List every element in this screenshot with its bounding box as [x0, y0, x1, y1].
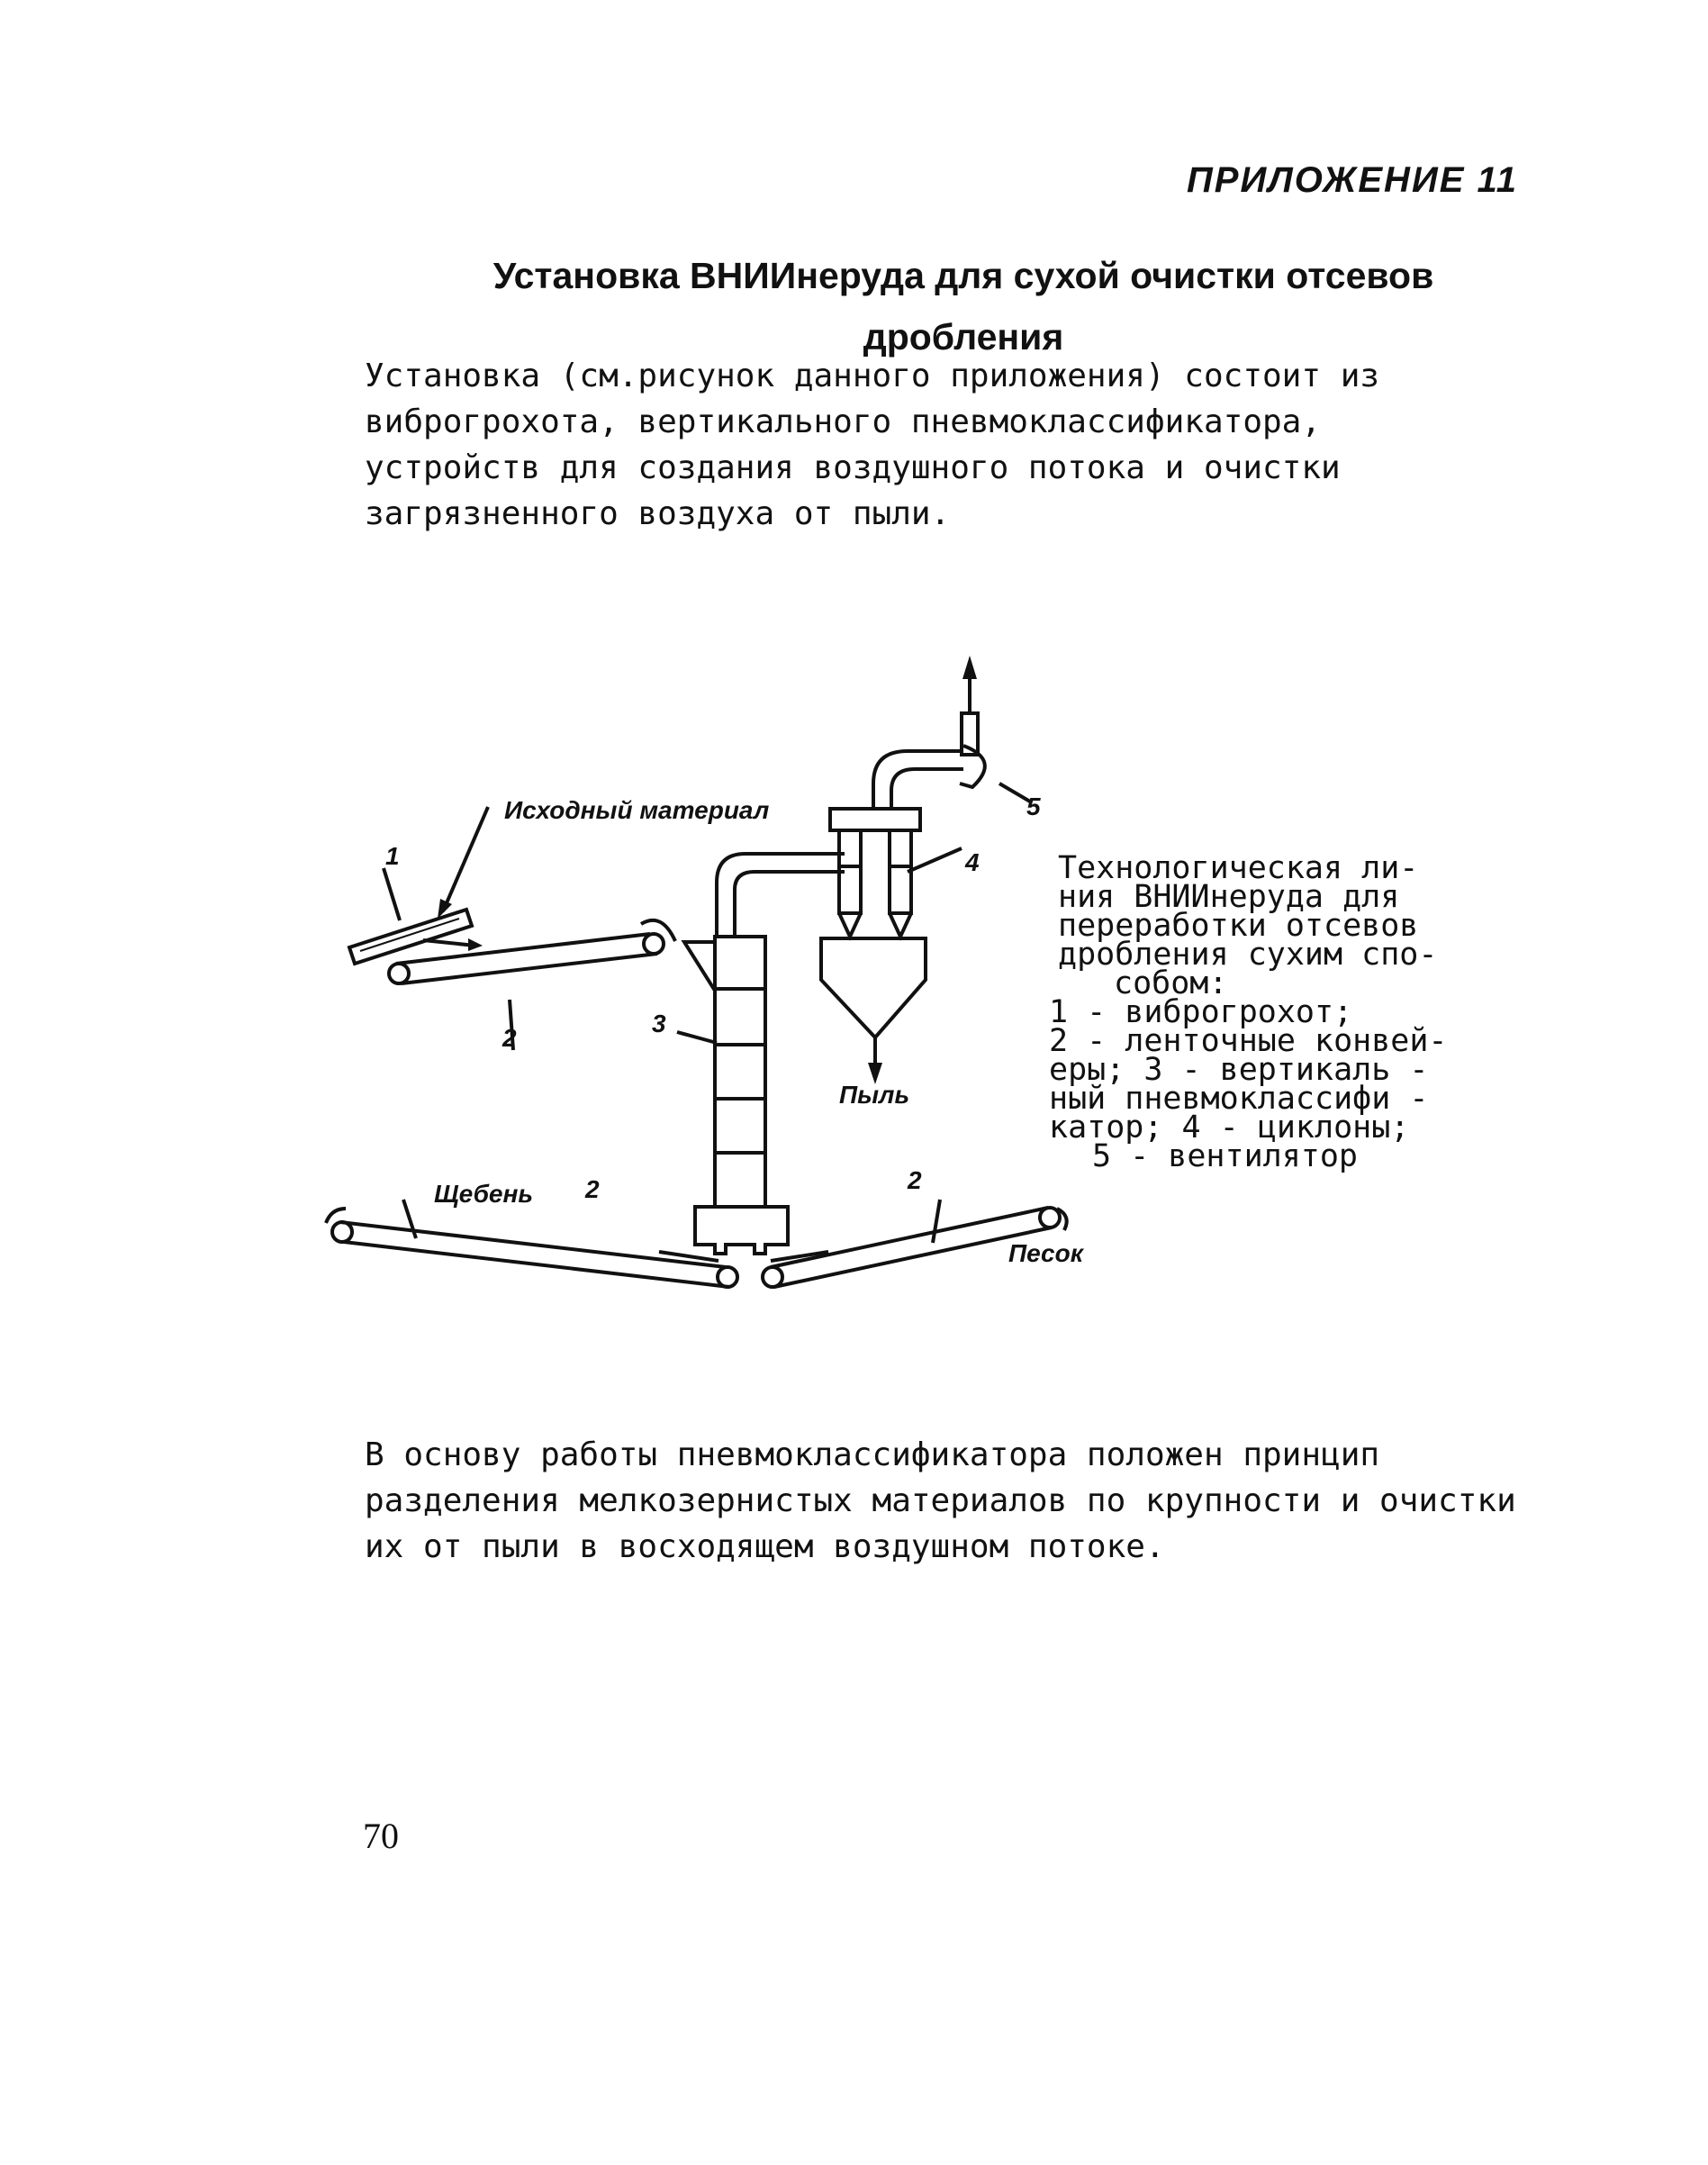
page-number: 70	[363, 1816, 399, 1856]
callout-1: 1	[385, 842, 400, 870]
process-diagram	[324, 639, 1098, 1324]
source-material-label: Исходный материал	[504, 796, 770, 824]
exhaust-arrow	[962, 656, 977, 679]
screen-to-conveyor-arrow	[423, 940, 475, 946]
classifier-column	[684, 937, 788, 1254]
cyclones	[821, 809, 926, 1063]
callout-4: 4	[965, 848, 980, 876]
fan-duct	[873, 674, 985, 809]
callout-2-left: 2	[585, 1175, 600, 1203]
figure-caption	[1049, 850, 1481, 1174]
caption-title-line: собом:	[1114, 965, 1228, 1001]
source-material-arrow	[443, 807, 488, 911]
appendix-header: ПРИЛОЖЕНИЕ 11	[1187, 160, 1519, 200]
caption-item-line: 1 - виброгрохот;	[1049, 994, 1353, 1030]
caption-item-line: ный пневмоклассифи -	[1049, 1081, 1429, 1117]
page-title: Установка ВНИИнеруда для сухой очистки отсевов дробления	[493, 255, 1434, 358]
caption-item-line: катор; 4 - циклоны;	[1049, 1110, 1410, 1146]
intro-paragraph: Установка (см.рисунок данного приложения) состоит из виброгрохота, вертикального пневмоклассификатора, устройств для создания воздушного потока и очистки загрязненного воздуха от пыли.	[365, 358, 1380, 532]
caption-title-line: Технологическая ли-	[1058, 850, 1419, 886]
caption-item-line: 2 - ленточные конвей-	[1049, 1023, 1448, 1059]
sand-label: Песок	[1008, 1239, 1083, 1267]
callout-5: 5	[1026, 793, 1041, 820]
crushed-stone-label: Щебень	[434, 1180, 534, 1208]
callout-2-feed: 2	[502, 1024, 517, 1052]
dust-label: Пыль	[839, 1081, 910, 1109]
caption-title-line: переработки отсевов	[1058, 908, 1419, 944]
callout-3: 3	[652, 1010, 666, 1037]
duct	[717, 854, 845, 938]
body-paragraph: В основу работы пневмоклассификатора положен принцип разделения мелкозернистых материалов по крупности и очистки их от пыли в восходящем воздушном потоке.	[365, 1436, 1516, 1565]
callout-2-right: 2	[908, 1166, 922, 1194]
caption-item-line: 5 - вентилятор	[1092, 1138, 1359, 1174]
caption-title-line: дробления сухим спо-	[1058, 937, 1438, 973]
caption-title-line: ния ВНИИнеруда для	[1058, 879, 1400, 915]
caption-item-line: еры; 3 - вертикаль -	[1049, 1052, 1429, 1088]
